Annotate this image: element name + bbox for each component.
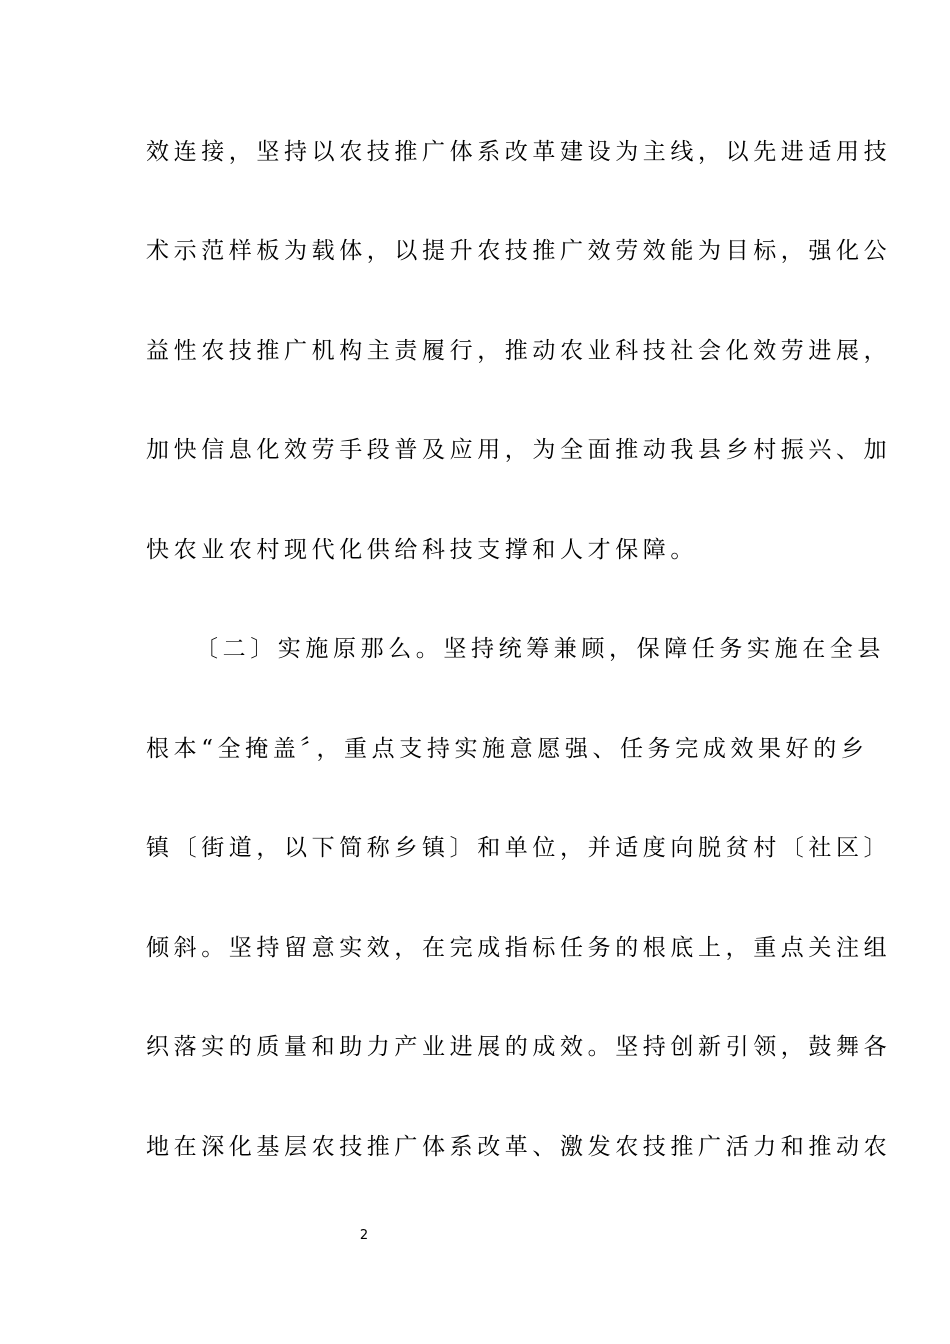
text-line: 镇〔街道，以下简称乡镇〕和单位，并适度向脱贫村〔社区〕 (146, 835, 892, 861)
text-line: 织落实的质量和助力产业进展的成效。坚持创新引领，鼓舞各 (146, 1034, 892, 1060)
text-line: 效连接，坚持以农技推广体系改革建设为主线，以先进适用技 (146, 139, 892, 165)
text-line: 根本“全掩盖〞，重点支持实施意愿强、任务完成效果好的乡 (146, 736, 869, 762)
text-line: 加快信息化效劳手段普及应用，为全面推动我县乡村振兴、加 (146, 437, 892, 463)
text-line: 术示范样板为载体，以提升农技推广效劳效能为目标，强化公 (146, 238, 892, 264)
text-line: 快农业农村现代化供给科技支撑和人才保障。 (146, 537, 698, 563)
text-line: 倾斜。坚持留意实效，在完成指标任务的根底上，重点关注组 (146, 935, 892, 961)
page-number: 2 (359, 1228, 369, 1243)
paragraph-heading-line: 〔二〕实施原那么。坚持统筹兼顾，保障任务实施在全县 (195, 636, 885, 662)
text-line: 益性农技推广机构主责履行，推动农业科技社会化效劳进展， (146, 338, 892, 364)
text-line: 地在深化基层农技推广体系改革、激发农技推广活力和推动农 (146, 1134, 892, 1160)
